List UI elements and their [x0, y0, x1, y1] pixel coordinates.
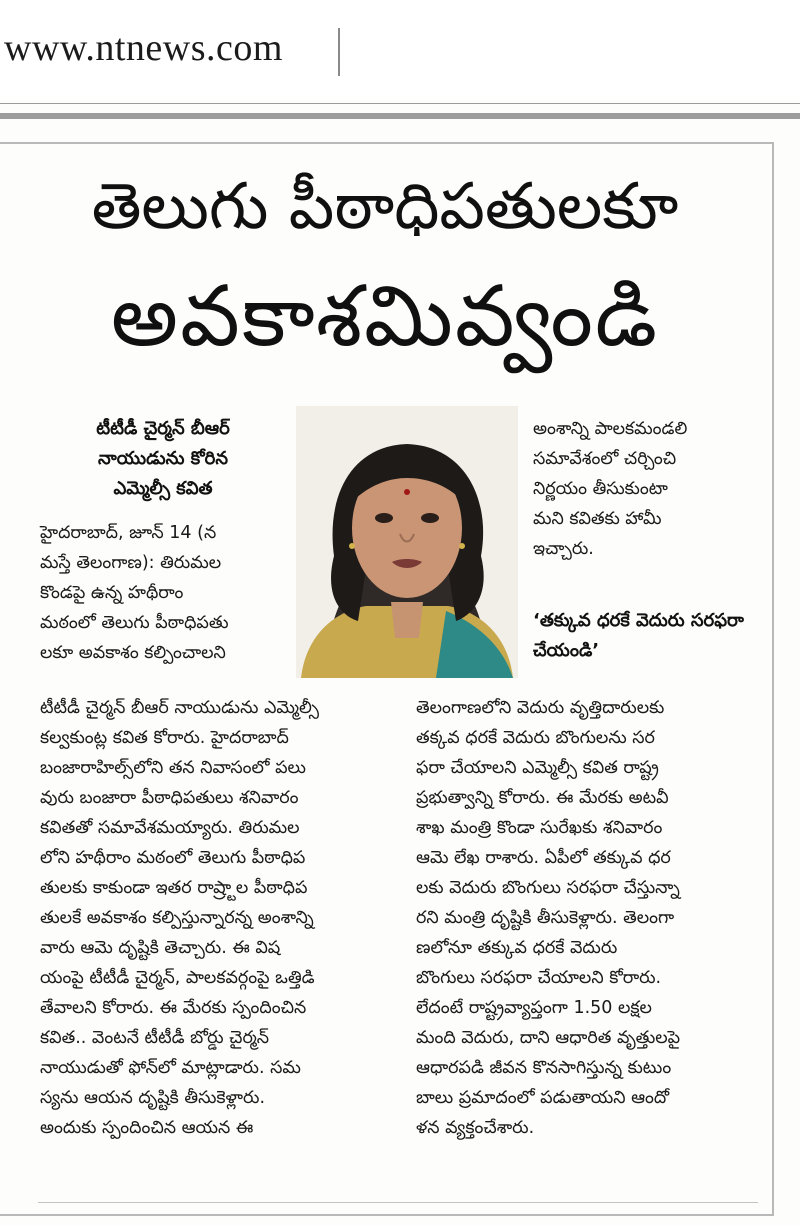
- text-line: మస్తే తెలంగాణ): తిరుమల: [40, 553, 222, 573]
- column-left: [40, 693, 390, 1143]
- text-line: బొంగులు సరఫరా చేయాలని కోరారు.: [416, 968, 662, 988]
- text-line: ఆధారపడి జీవన కొనసాగిస్తున్న కుటుం: [416, 1058, 672, 1078]
- site-url[interactable]: www.ntnews.com: [4, 27, 283, 69]
- text-line: తేవాలని కోరారు. ఈ మేరకు స్పందించిన: [40, 998, 307, 1018]
- column-right-top: [533, 414, 765, 564]
- text-line: శాఖ మంత్రి కొండా సురేఖకు శనివారం: [416, 818, 663, 838]
- text-line: మంది వెదురు, దాని ఆధారిత వృత్తులపై: [416, 1028, 681, 1048]
- text-line: ణలోనూ తక్కువ ధరకే వెదురు: [416, 938, 618, 958]
- text-line: వురు బంజారా పీఠాధిపతులు శనివారం: [40, 788, 299, 808]
- subhead-line: టీటీడీ చైర్మన్ బీఆర్: [96, 418, 230, 439]
- portrait-photo: [296, 406, 518, 678]
- text-line: లకూ అవకాశం కల్పించాలని: [40, 643, 226, 663]
- text-line: తులకు కాకుండా ఇతర రాష్ర్టాల పీఠాధిప: [40, 878, 308, 898]
- masthead-divider: [338, 28, 340, 76]
- text-line: టీటీడీ చైర్మన్ బీఆర్ నాయుడును ఎమ్మెల్సీ: [40, 698, 319, 718]
- column-right: [416, 693, 766, 1143]
- text-line: ళన వ్యక్తంచేశారు.: [416, 1118, 535, 1138]
- text-line: వారు ఆమె దృష్టికి తెచ్చారు. ఈ విష: [40, 938, 281, 958]
- column-right-subhead: ‘తక్కువ ధరకే వెదురు సరఫరా చేయండి’: [533, 610, 744, 661]
- masthead: [0, 0, 800, 100]
- text-line: సమావేశంలో చర్చించి: [533, 449, 677, 469]
- text-line: మఠంలో తెలుగు పీఠాధిపతు: [40, 613, 229, 633]
- text-line: ప్రభుత్వాన్ని కోరారు. ఈ మేరకు అటవీ: [416, 788, 669, 808]
- text-line: తులకే అవకాశం కల్పిస్తున్నారన్న అంశాన్ని: [40, 908, 314, 928]
- text-line: కవిత.. వెంటనే టీటీడీ బోర్డు చైర్మన్: [40, 1028, 270, 1048]
- text-line: తెలంగాణలోని వెదురు వృత్తిదారులకు: [416, 698, 665, 718]
- text-line: ఫరా చేయాలని ఎమ్మెల్సీ కవిత రాష్ట్ర: [416, 758, 659, 778]
- header-rule-thin: [0, 103, 800, 104]
- column-left-narrow: [40, 518, 286, 668]
- text-line: ఇచ్చారు.: [533, 539, 594, 559]
- text-line: రని మంత్రి దృష్టికి తీసుకెళ్లారు. తెలంగా: [416, 908, 675, 928]
- text-line: యంపై టీటీడీ చైర్మన్, పాలకవర్గంపై ఒత్తిడి: [40, 968, 315, 988]
- text-line: కల్వకుంట్ల కవిత కోరారు. హైదరాబాద్: [40, 728, 289, 748]
- headline-line-1: తెలుగు పీఠాధిపతులకూ: [91, 170, 679, 244]
- portrait-photo-icon: [296, 406, 518, 678]
- text-line: లోని హథీరాం మఠంలో తెలుగు పీఠాధిప: [40, 848, 306, 868]
- text-line: బంజారాహిల్స్‌లోని తన నివాసంలో పలు: [40, 758, 306, 778]
- text-line: హైదరాబాద్, జూన్ 14 (న: [40, 523, 217, 543]
- subhead-line: ఎమ్మెల్సీ కవిత: [113, 478, 213, 499]
- text-line: మని కవితకు హామీ: [533, 509, 662, 529]
- subhead-line: నాయుడును కోరిన: [98, 448, 228, 469]
- text-line: నాయుడుతో ఫోన్‌లో మాట్లాడారు. సమ: [40, 1058, 301, 1078]
- text-line: అంశాన్ని పాలకమండలి: [533, 419, 688, 439]
- text-line: లకు వెదురు బొంగులు సరఫరా చేస్తున్నా: [416, 878, 680, 898]
- text-line: బాలు ప్రమాదంలో పడుతాయని ఆందో: [416, 1088, 670, 1108]
- header-rule-thick: [0, 113, 800, 119]
- text-line: కొండపై ఉన్న హథీరాం: [40, 583, 184, 603]
- headline-line-2: అవకాశమివ్వండి: [110, 267, 660, 365]
- article-subhead: [38, 414, 288, 504]
- text-line: కవితతో సమావేశమయ్యారు. తిరుమల: [40, 818, 300, 838]
- article-bottom-rule: [38, 1202, 758, 1203]
- article-box: [0, 142, 774, 1216]
- text-line: అందుకు స్పందించిన ఆయన ఈ: [40, 1118, 254, 1138]
- text-line: తక్కవ ధరకే వెదురు బొంగులను సర: [416, 728, 655, 748]
- text-line: లేదంటే రాష్ట్రవ్యాప్తంగా 1.50 లక్షల: [416, 998, 652, 1018]
- text-line: స్యను ఆయన దృష్టికి తీసుకెళ్లారు.: [40, 1088, 266, 1108]
- text-line: ఆమె లేఖ రాశారు. ఏపీలో తక్కువ ధర: [416, 848, 671, 868]
- text-line: నిర్ణయం తీసుకుంటా: [533, 479, 668, 499]
